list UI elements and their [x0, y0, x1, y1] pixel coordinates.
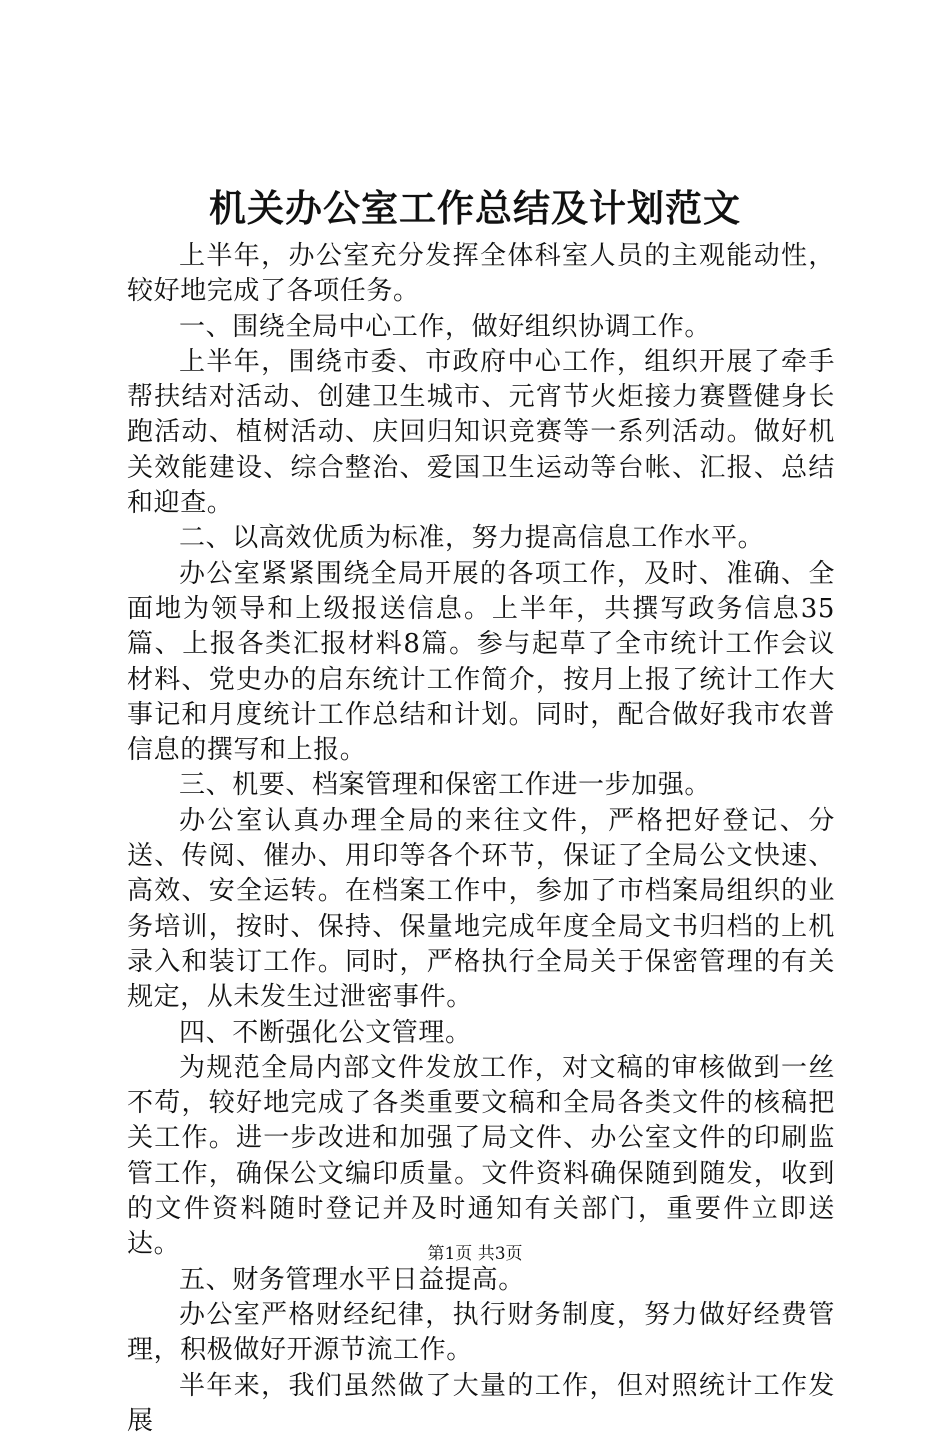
- section-paragraph-4: 为规范全局内部文件发放工作，对文稿的审核做到一丝不苟，较好地完成了各类重要文稿和全局各类文件的核稿把关工作。进一步改进和加强了局文件、办公室文件的印刷监管工作，确保公文编印质量。文件资料确保随到随发，收到的文件资料随时登记并及时通知有关部门，重要件立即送达。: [127, 1051, 835, 1263]
- page-number-footer: 第1页 共3页: [0, 1242, 950, 1266]
- section-heading-5: 五、财务管理水平日益提高。: [127, 1263, 835, 1298]
- section-heading-3: 三、机要、档案管理和保密工作进一步加强。: [127, 768, 835, 803]
- closing-paragraph: 半年来，我们虽然做了大量的工作，但对照统计工作发展: [127, 1369, 835, 1439]
- document-title: 机关办公室工作总结及计划范文: [0, 183, 950, 233]
- section-heading-2: 二、以高效优质为标准，努力提高信息工作水平。: [127, 521, 835, 556]
- intro-paragraph: 上半年，办公室充分发挥全体科室人员的主观能动性，较好地完成了各项任务。: [127, 239, 835, 310]
- section-paragraph-5: 办公室严格财经纪律，执行财务制度，努力做好经费管理，积极做好开源节流工作。: [127, 1298, 835, 1369]
- section-heading-4: 四、不断强化公文管理。: [127, 1016, 835, 1051]
- section-paragraph-3: 办公室认真办理全局的来往文件，严格把好登记、分送、传阅、催办、用印等各个环节，保证了全局公文快速、高效、安全运转。在档案工作中，参加了市档案局组织的业务培训，按时、保持、保量地完成年度全局文书归档的上机录入和装订工作。同时，严格执行全局关于保密管理的有关规定，从未发生过泄密事件。: [127, 804, 835, 1016]
- section-heading-1: 一、围绕全局中心工作，做好组织协调工作。: [127, 310, 835, 345]
- section-paragraph-1: 上半年，围绕市委、市政府中心工作，组织开展了牵手帮扶结对活动、创建卫生城市、元宵节火炬接力赛暨健身长跑活动、植树活动、庆回归知识竞赛等一系列活动。做好机关效能建设、综合整治、爱国卫生运动等台帐、汇报、总结和迎查。: [127, 345, 835, 521]
- section-paragraph-2: 办公室紧紧围绕全局开展的各项工作，及时、准确、全面地为领导和上级报送信息。上半年，共撰写政务信息35篇、上报各类汇报材料8篇。参与起草了全市统计工作会议材料、党史办的启东统计工作简介，按月上报了统计工作大事记和月度统计工作总结和计划。同时，配合做好我市农普信息的撰写和上报。: [127, 557, 835, 769]
